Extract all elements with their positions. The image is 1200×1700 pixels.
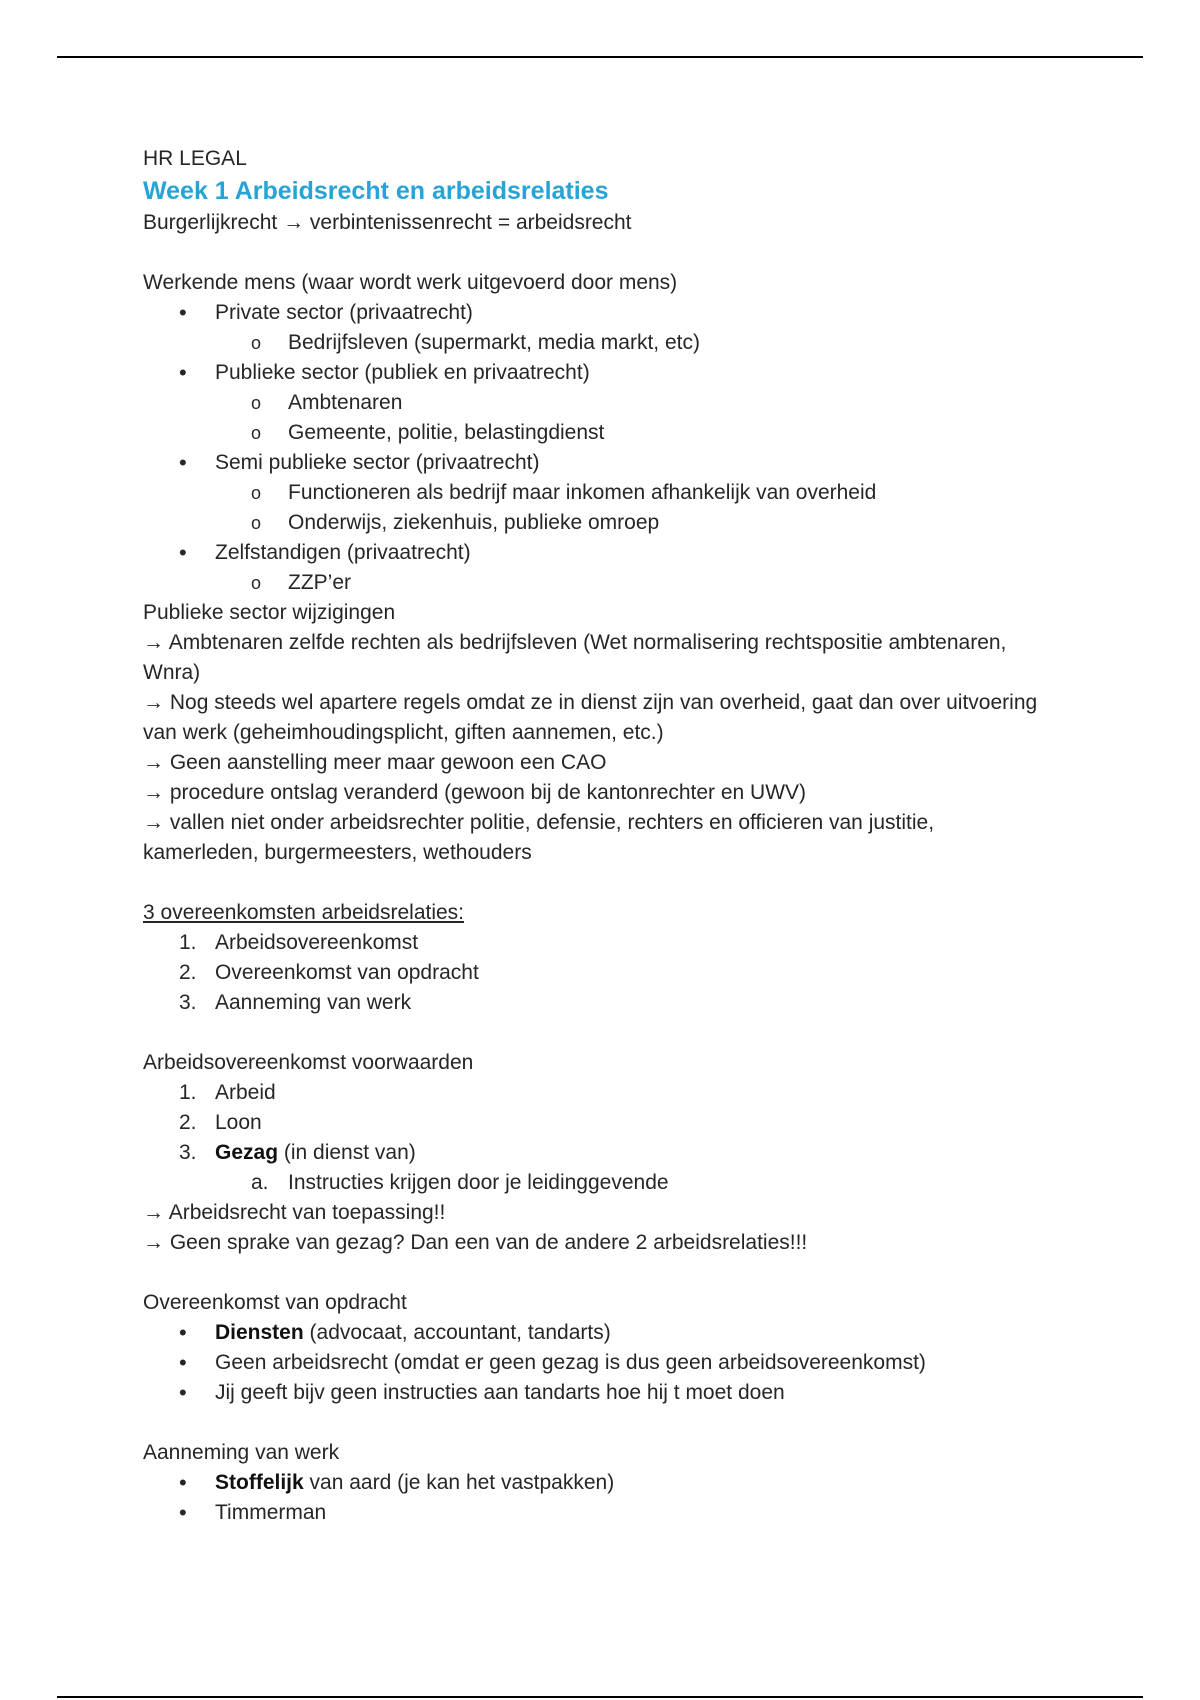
circle-bullet-icon: o xyxy=(251,333,262,353)
intro-definition: verbintenissenrecht = arbeidsrecht xyxy=(309,211,632,234)
numbered-item: 2. Loon xyxy=(179,1111,262,1134)
arrow-icon: → xyxy=(143,781,164,804)
arrow-item: → vallen niet onder arbeidsrechter politie, defensie, rechters en officieren van justitie, kamerleden, burgermeesters, wethouders xyxy=(143,811,935,864)
arrow-icon: → xyxy=(143,1231,164,1254)
document-body xyxy=(143,144,1043,1528)
list-item: o Bedrijfsleven (supermarkt, media markt, etc) xyxy=(143,328,1043,358)
arrow-icon: → xyxy=(143,691,164,714)
numbered-item: 1. Arbeidsovereenkomst xyxy=(179,931,419,954)
intro-term: Burgerlijkrecht xyxy=(143,211,278,234)
header-label: HR LEGAL xyxy=(143,147,247,170)
numbered-item: 3. Aanneming van werk xyxy=(179,991,412,1014)
list-item: • Diensten (advocaat, accountant, tandarts) xyxy=(179,1320,611,1345)
arrow-icon: → xyxy=(283,211,305,234)
section-heading: Publieke sector wijzigingen xyxy=(143,601,396,624)
list-item: • Jij geeft bijv geen instructies aan tandarts hoe hij t moet doen xyxy=(179,1380,785,1405)
arrow-item: → Nog steeds wel apartere regels omdat ze in dienst zijn van overheid, gaat dan over uitvoering van werk (geheimhoudingsplicht, giften aannemen, etc.) xyxy=(143,691,1038,744)
arrow-icon: → xyxy=(143,1201,164,1224)
section-heading: 3 overeenkomsten arbeidsrelaties: xyxy=(143,901,465,924)
circle-bullet-icon: o xyxy=(251,423,262,443)
numbered-item: 1. Arbeid xyxy=(179,1081,276,1104)
bullet-icon: • xyxy=(179,450,187,475)
arrow-icon: → xyxy=(143,631,164,654)
list-item: o Gemeente, politie, belastingdienst xyxy=(143,418,1043,448)
circle-bullet-icon: o xyxy=(251,393,262,413)
arrow-item: → Geen aanstelling meer maar gewoon een CAO xyxy=(143,751,607,774)
list-item: • Stoffelijk van aard (je kan het vastpakken) xyxy=(179,1470,615,1495)
circle-bullet-icon: o xyxy=(251,483,262,503)
numbered-item: 3. Gezag (in dienst van) xyxy=(179,1141,416,1164)
list-item: o Ambtenaren xyxy=(143,388,1043,418)
list-item: • Geen arbeidsrecht (omdat er geen gezag is dus geen arbeidsovereenkomst) xyxy=(179,1350,926,1375)
arrow-item: → Arbeidsrecht van toepassing!! xyxy=(143,1201,446,1224)
list-item: • Semi publieke sector (privaatrecht) xyxy=(143,448,1043,478)
arrow-item: → Geen sprake van gezag? Dan een van de andere 2 arbeidsrelaties!!! xyxy=(143,1231,808,1254)
top-rule xyxy=(57,56,1143,58)
list-item: • Private sector (privaatrecht) xyxy=(143,298,1043,328)
list-item: • Timmerman xyxy=(179,1500,327,1525)
circle-bullet-icon: o xyxy=(251,573,262,593)
numbered-item: 2. Overeenkomst van opdracht xyxy=(179,961,479,984)
list-item: • Zelfstandigen (privaatrecht) xyxy=(143,538,1043,568)
section-heading: Aanneming van werk xyxy=(143,1441,340,1464)
arrow-item: → Ambtenaren zelfde rechten als bedrijfsleven (Wet normalisering rechtspositie ambtenaren, Wnra) xyxy=(143,631,1007,684)
list-item: o Onderwijs, ziekenhuis, publieke omroep xyxy=(143,508,1043,538)
list-item: o ZZP’er xyxy=(143,568,1043,598)
section-heading: Werkende mens (waar wordt werk uitgevoerd door mens) xyxy=(143,271,678,294)
list-item: • Publieke sector (publiek en privaatrecht) xyxy=(143,358,1043,388)
section-heading: Arbeidsovereenkomst voorwaarden xyxy=(143,1051,474,1074)
bottom-rule xyxy=(57,1696,1143,1698)
arrow-item: → procedure ontslag veranderd (gewoon bij de kantonrechter en UWV) xyxy=(143,781,807,804)
lettered-item: a. Instructies krijgen door je leidinggevende xyxy=(251,1171,669,1194)
list-item: o Functioneren als bedrijf maar inkomen afhankelijk van overheid xyxy=(143,478,1043,508)
intro-line xyxy=(143,208,1043,238)
bullet-icon: • xyxy=(179,540,187,565)
page-title: Week 1 Arbeidsrecht en arbeidsrelaties xyxy=(143,177,609,205)
bullet-icon: • xyxy=(179,300,187,325)
circle-bullet-icon: o xyxy=(251,513,262,533)
bullet-icon: • xyxy=(179,360,187,385)
arrow-icon: → xyxy=(143,751,164,774)
arrow-icon: → xyxy=(143,811,164,834)
section-heading: Overeenkomst van opdracht xyxy=(143,1291,407,1314)
